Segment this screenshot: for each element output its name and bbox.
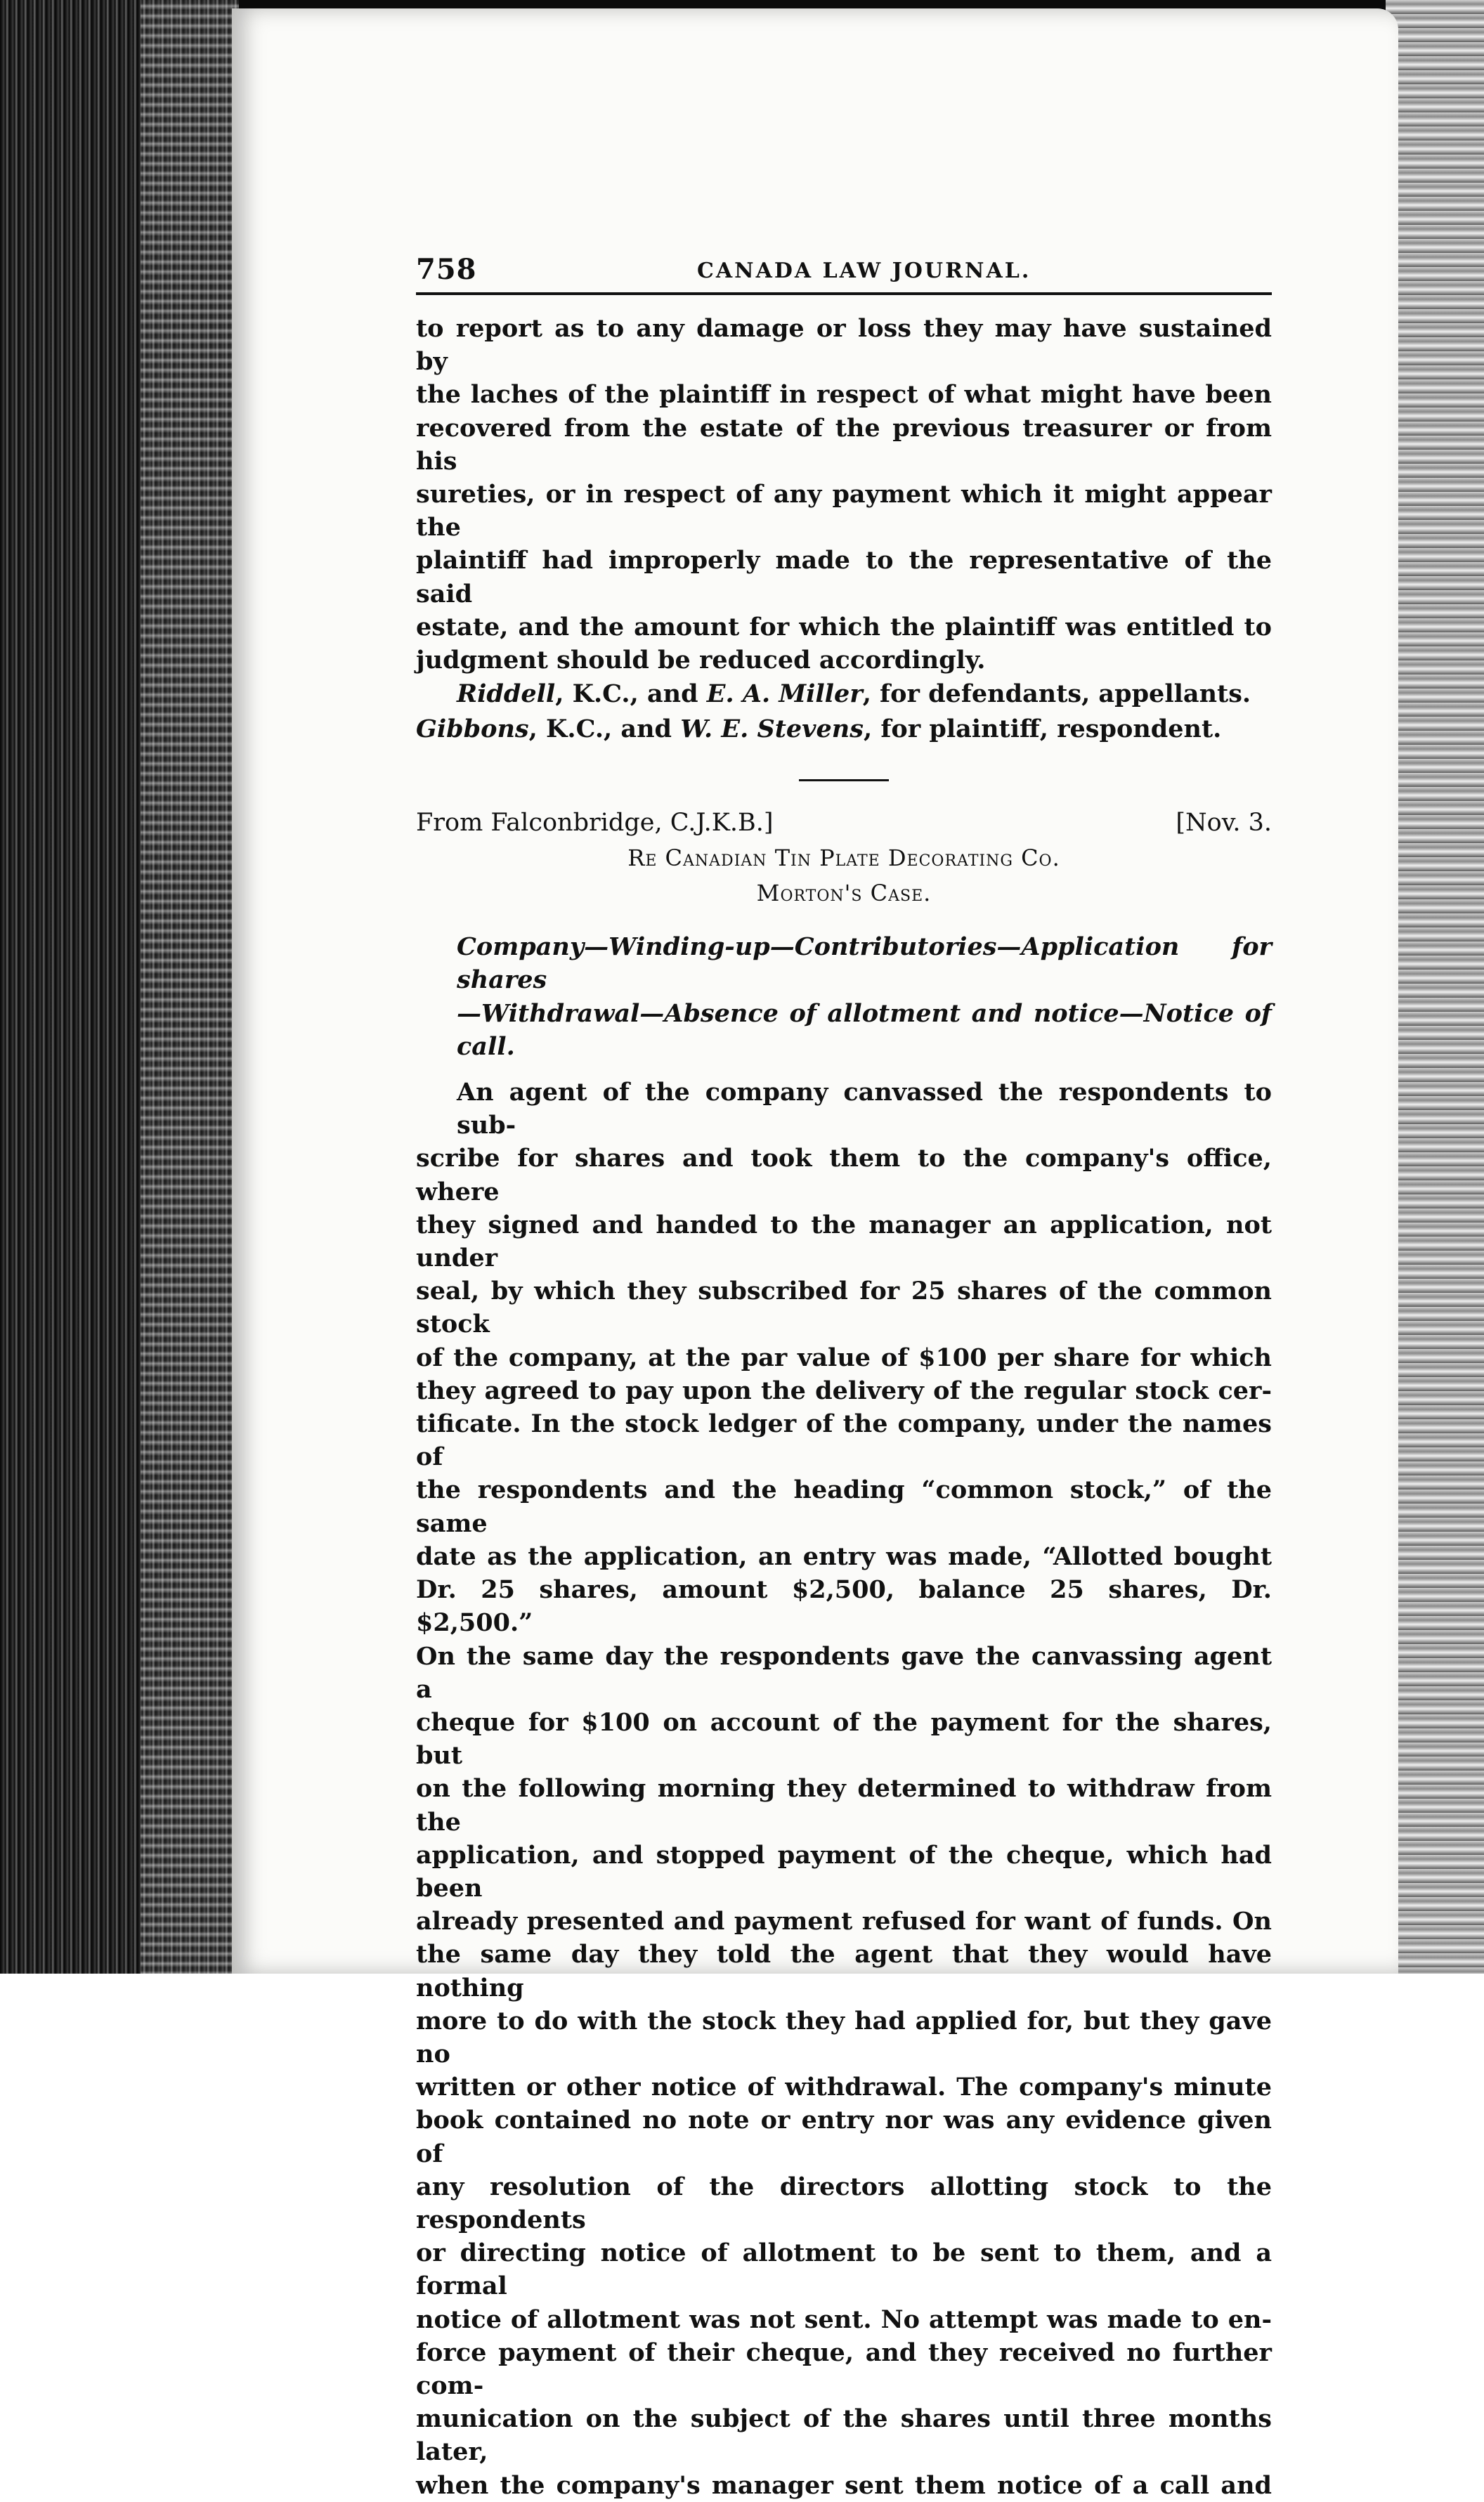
running-title: CANADA LAW JOURNAL. [697,259,1031,283]
text-line: book contained no note or entry nor was any evidence given of [416,2106,1272,2168]
text-line: date as the application, an entry was made, “Allotted bought [416,1542,1272,1571]
text-line: the same day they told the agent that they would have nothing [416,1940,1272,2002]
text-line: On the same day the respondents gave the canvassing agent a [416,1641,1272,1704]
section-divider [799,779,889,781]
text-line: the respondents and the heading “common stock,” of the same [416,1475,1272,1538]
text-line: application, and stopped payment of the cheque, which had been [416,1840,1272,1903]
court-from: From Falconbridge, C.J.K.B.] [416,809,774,838]
counsel-text: , K.C., and [555,679,707,709]
court-date: [Nov. 3. [1176,809,1272,838]
catchword-line: call. [457,1031,515,1061]
catchword-line: Company—Winding-up—Contributories—Application for shares [457,932,1272,995]
text-line: recovered from the estate of the previous treasurer or from his [416,413,1272,476]
case-title-line: Re Canadian Tin Plate Decorating Co. [627,845,1060,872]
text-line: An agent of the company canvassed the respondents to sub- [457,1078,1272,1140]
counsel-text: , K.C., and [528,715,681,744]
case-title-line: Morton's Case. [756,880,932,907]
text-line: written or other notice of withdrawal. The company's minute [416,2073,1272,2102]
text-line: Dr. 25 shares, amount $2,500, balance 25 shares, Dr. $2,500.” [416,1575,1272,1638]
catchword-line: —Withdrawal—Absence of allotment and notice—Notice of [457,998,1272,1028]
text-line: tificate. In the stock ledger of the company, under the names of [416,1409,1272,1472]
page-content [416,253,1272,2502]
text-line: judgment should be reduced accordingly. [416,646,986,675]
counsel-name: E. A. Miller [706,679,863,709]
headnote-paragraph [416,1076,1272,2502]
counsel-text: , for defendants, appellants. [862,679,1251,709]
text-line: sureties, or in respect of any payment which it might appear the [416,480,1272,542]
text-line: force payment of their cheque, and they received no further com- [416,2338,1272,2400]
case-title [416,840,1272,911]
text-line: they signed and handed to the manager an application, not under [416,1210,1272,1273]
catchwords [416,930,1272,1063]
page-edge-right [1386,0,1484,1974]
text-line: when the company's manager sent them notice of a call and [416,2470,1272,2500]
text-line: estate, and the amount for which the plaintiff was entitled to [416,612,1272,641]
text-line: plaintiff had improperly made to the representative of the said [416,546,1272,608]
counsel-name: Riddell [457,679,556,709]
text-line: to report as to any damage or loss they may have sustained by [416,314,1272,377]
counsel-line [416,677,1272,712]
page-header [416,253,1272,295]
counsel-text: , for plaintiff, respondent. [863,715,1222,744]
text-line: of the company, at the par value of $100 per share for which [416,1343,1272,1372]
opening-paragraph [416,312,1272,677]
court-line [416,805,1272,840]
counsel-name: W. E. Stevens [680,715,864,744]
text-line: cheque for $100 on account of the payment for the shares, but [416,1707,1272,1771]
text-line: notice of allotment was not sent. No attempt was made to en- [416,2305,1272,2334]
text-line: scribe for shares and took them to the company's office, where [416,1144,1272,1206]
counsel-name: Gibbons [416,715,529,744]
page-number: 758 [416,253,477,286]
text-line: seal, by which they subscribed for 25 shares of the common stock [416,1277,1272,1339]
text-line: on the following morning they determined to withdraw from the [416,1774,1272,1837]
text-line: they agreed to pay upon the delivery of the regular stock cer- [416,1376,1272,1405]
text-line: the laches of the plaintiff in respect of what might have been [416,380,1272,410]
text-line: more to do with the stock they had applied for, but they gave no [416,2006,1272,2068]
text-line: or directing notice of allotment to be sent to them, and a formal [416,2239,1272,2301]
text-line: any resolution of the directors allotting stock to the respondents [416,2172,1272,2234]
spine-edge-texture [141,0,239,1974]
counsel-line [416,712,1272,747]
text-line: munication on the subject of the shares until three months later, [416,2404,1272,2467]
text-line: already presented and payment refused for want of funds. On [416,1907,1272,1936]
